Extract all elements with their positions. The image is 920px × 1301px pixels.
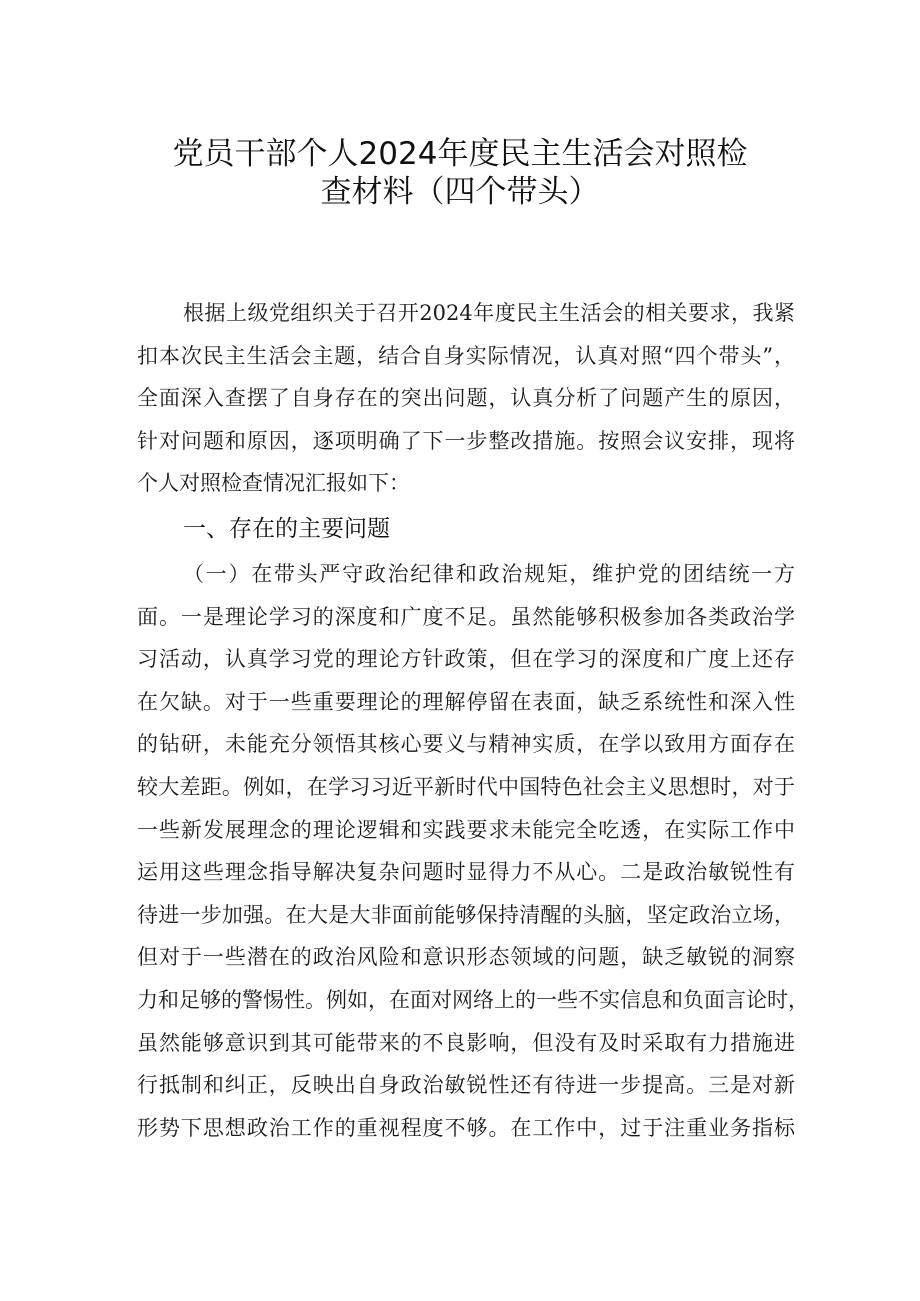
paragraph-line: 习活动，认真学习党的理论方针政策，但在学习的深度和广度上还存	[137, 647, 795, 672]
document-title-line-1: 党员干部个人2024年度民主生活会对照检	[172, 136, 748, 172]
intro-line: 扣本次民主生活会主题，结合自身实际情况，认真对照“四个带头”，	[137, 343, 795, 368]
paragraph-line: 较大差距。例如，在学习习近平新时代中国特色社会主义思想时，对于	[137, 774, 795, 799]
paragraph-line: 一些新发展理念的理论逻辑和实践要求未能完全吃透，在实际工作中	[137, 817, 795, 842]
paragraph-line: （一）在带头严守政治纪律和政治规矩，维护党的团结统一方	[183, 562, 795, 586]
document-title-line-2: 查材料（四个带头）	[320, 174, 600, 210]
paragraph-line: 虽然能够意识到其可能带来的不良影响，但没有及时采取有力措施进	[137, 1030, 795, 1055]
section-heading-block	[137, 508, 795, 551]
paragraph-line: 形势下思想政治工作的重视程度不够。在工作中，过于注重业务指标	[137, 1115, 795, 1140]
paragraph-line: 力和足够的警惕性。例如，在面对网络上的一些不实信息和负面言论时，	[137, 987, 809, 1012]
paragraph-line: 运用这些理念指导解决复杂问题时显得力不从心。二是政治敏锐性有	[137, 860, 795, 885]
intro-line: 全面深入查摆了自身存在的突出问题，认真分析了问题产生的原因，	[137, 386, 795, 411]
paragraph-line: 面。一是理论学习的深度和广度不足。虽然能够积极参加各类政治学	[137, 604, 795, 629]
intro-line: 个人对照检查情况汇报如下：	[137, 471, 410, 496]
paragraph-line: 但对于一些潜在的政治风险和意识形态领域的问题，缺乏敏锐的洞察	[137, 945, 795, 970]
paragraph-line: 的钻研，未能充分领悟其核心要义与精神实质，在学以致用方面存在	[137, 732, 795, 757]
intro-line: 针对问题和原因，逐项明确了下一步整改措施。按照会议安排，现将	[137, 428, 795, 453]
paragraph-line: 在欠缺。对于一些重要理论的理解停留在表面，缺乏系统性和深入性	[137, 689, 795, 714]
paragraph-line: 行抵制和纠正，反映出自身政治敏锐性还有待进一步提高。三是对新	[137, 1073, 795, 1098]
intro-paragraph	[137, 292, 795, 505]
problems-paragraph	[137, 553, 809, 1149]
intro-line: 根据上级党组织关于召开2024年度民主生活会的相关要求，我紧	[183, 301, 795, 325]
paragraph-line: 待进一步加强。在大是大非面前能够保持清醒的头脑，坚定政治立场，	[137, 902, 795, 927]
section-heading: 一、存在的主要问题	[183, 516, 390, 542]
